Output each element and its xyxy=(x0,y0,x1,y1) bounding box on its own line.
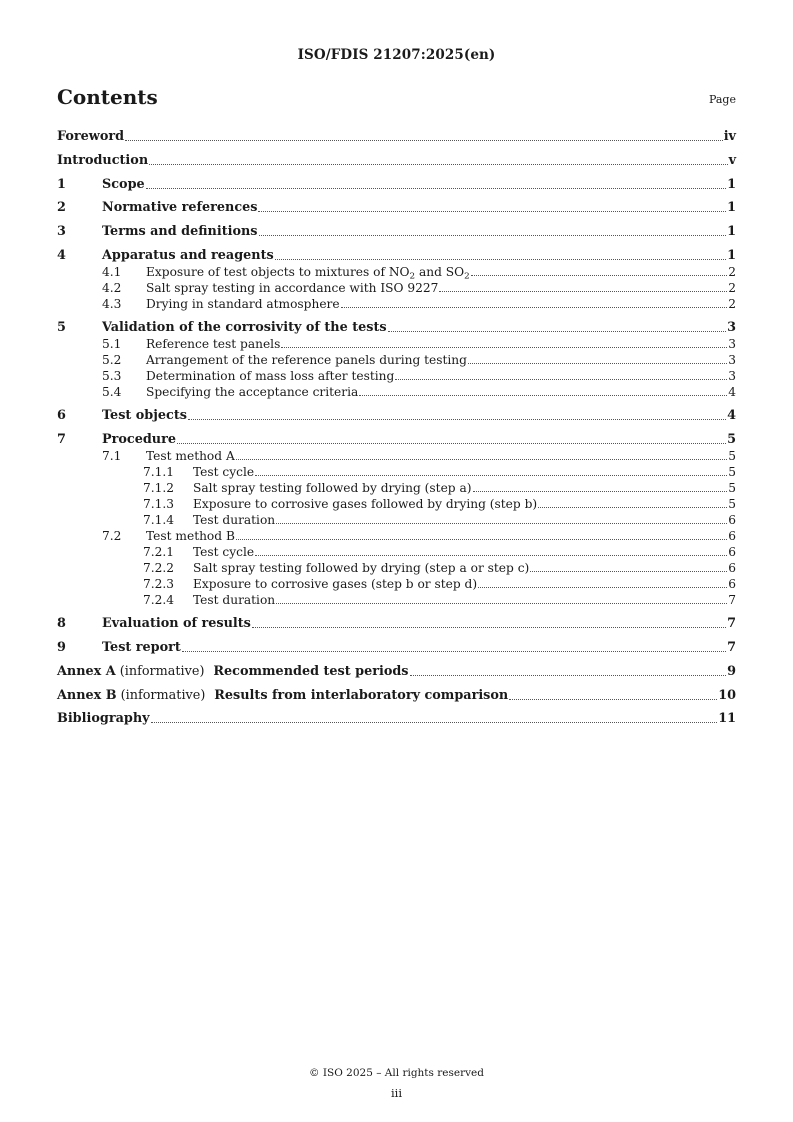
toc-entry-title: Test duration xyxy=(193,513,276,527)
dot-leader xyxy=(151,722,718,723)
toc-entry-title: Evaluation of results xyxy=(102,616,251,631)
toc-entry[interactable] xyxy=(57,408,736,424)
toc-entry-number: 7.1.4 xyxy=(143,513,175,527)
toc-entry-page: 5 xyxy=(728,481,736,495)
toc-entry-number: 8 xyxy=(57,616,66,631)
toc-entry[interactable] xyxy=(57,480,736,496)
dot-leader xyxy=(538,507,727,508)
toc-entry-number: 3 xyxy=(57,224,66,239)
toc-entry-number: 7.2.1 xyxy=(143,545,175,559)
toc-entry-title: Terms and definitions xyxy=(102,224,258,239)
toc-entry-page: 9 xyxy=(727,664,736,679)
toc-entry-page: 3 xyxy=(727,320,736,335)
dot-leader xyxy=(149,164,727,165)
toc-entry[interactable] xyxy=(57,528,736,544)
toc-entry[interactable] xyxy=(57,496,736,512)
dot-leader xyxy=(177,443,726,444)
toc-entry-number: 5.2 xyxy=(102,353,122,367)
toc-entry[interactable] xyxy=(57,576,736,592)
toc-entry-number: 7.2 xyxy=(102,529,122,543)
toc-entry[interactable] xyxy=(57,664,736,680)
toc-entry-title: Test method A xyxy=(146,449,235,463)
annex-title: Results from interlaboratory comparison xyxy=(214,688,509,703)
toc-entry-number: 7.1.3 xyxy=(143,497,175,511)
toc-entry[interactable] xyxy=(57,432,736,448)
toc-entry-title: Determination of mass loss after testing xyxy=(146,369,395,383)
dot-leader xyxy=(439,291,727,292)
toc-entry-title: Test duration xyxy=(193,593,276,607)
toc-entry[interactable] xyxy=(57,616,736,632)
toc-entry-number: 7.2.4 xyxy=(143,593,175,607)
toc-entry-title: Specifying the acceptance criteria xyxy=(146,385,359,399)
toc-entry[interactable] xyxy=(57,448,736,464)
toc-entry-page: 7 xyxy=(727,640,736,655)
toc-entry-title: Procedure xyxy=(102,432,176,447)
toc-entry-title: Foreword xyxy=(57,129,125,144)
toc-entry-number: 7.1.2 xyxy=(143,481,175,495)
toc-entry[interactable] xyxy=(57,368,736,384)
toc-entry[interactable] xyxy=(57,280,736,296)
toc-entry-title: Salt spray testing followed by drying (step a) xyxy=(193,481,472,495)
toc-entry-title: Drying in standard atmosphere xyxy=(146,297,340,311)
toc-entry-page: 7 xyxy=(727,616,736,631)
toc-entry-page: 5 xyxy=(728,449,736,463)
toc-entry-number: 7.1.1 xyxy=(143,465,175,479)
toc-entry-number: 4.1 xyxy=(102,265,122,279)
dot-leader xyxy=(473,491,728,492)
toc-entry-title: Arrangement of the reference panels during testing xyxy=(146,353,467,367)
dot-leader xyxy=(236,459,727,460)
dot-leader xyxy=(236,539,727,540)
toc-entry-number: 9 xyxy=(57,640,66,655)
dot-leader xyxy=(388,331,727,332)
toc-entry[interactable] xyxy=(57,688,736,704)
toc-entry-title: Apparatus and reagents xyxy=(102,248,274,263)
toc-entry[interactable] xyxy=(57,560,736,576)
toc-entry-page: 1 xyxy=(727,248,736,263)
toc-entry-page: 4 xyxy=(727,408,736,423)
toc-entry-title: Scope xyxy=(102,177,145,192)
toc-entry[interactable] xyxy=(57,200,736,216)
toc-entry-number: 5.1 xyxy=(102,337,122,351)
toc-entry-number: 5.3 xyxy=(102,369,122,383)
toc-entry-number: 1 xyxy=(57,177,66,192)
copyright-notice: © ISO 2025 – All rights reserved xyxy=(309,1067,484,1079)
toc-entry[interactable] xyxy=(57,264,736,280)
toc-entry-title: Test method B xyxy=(146,529,235,543)
toc-entry-page: 6 xyxy=(728,513,736,527)
toc-entry-number: 4.3 xyxy=(102,297,122,311)
toc-entry[interactable] xyxy=(57,336,736,352)
toc-entry-page: 7 xyxy=(728,593,736,607)
dot-leader xyxy=(275,259,726,260)
toc-entry-page: v xyxy=(728,153,736,168)
toc-entry-title: Test cycle xyxy=(193,545,255,559)
dot-leader xyxy=(468,363,727,364)
toc-entry-page: 3 xyxy=(728,369,736,383)
dot-leader xyxy=(188,419,726,420)
toc-entry-title: Validation of the corrosivity of the tests xyxy=(102,320,387,335)
annex-label: Annex B xyxy=(57,688,117,703)
toc-entry-number: 2 xyxy=(57,200,66,215)
dot-leader xyxy=(255,555,727,556)
toc-entry-page: 3 xyxy=(728,353,736,367)
dot-leader xyxy=(182,651,726,652)
toc-entry[interactable] xyxy=(57,464,736,480)
contents-title: Contents xyxy=(57,85,158,109)
toc-entry-page: iv xyxy=(723,129,736,144)
toc-entry-number: 6 xyxy=(57,408,66,423)
dot-leader xyxy=(125,140,723,141)
dot-leader xyxy=(530,571,727,572)
toc-entry-page: 5 xyxy=(727,432,736,447)
toc-entry-title xyxy=(57,688,508,704)
toc-entry[interactable] xyxy=(57,711,736,727)
toc-entry-page: 2 xyxy=(728,281,736,295)
toc-entry[interactable] xyxy=(57,248,736,264)
dot-leader xyxy=(410,675,727,676)
toc-entry[interactable] xyxy=(57,153,736,169)
dot-leader xyxy=(276,603,727,604)
toc-entry-title: Introduction xyxy=(57,153,149,168)
toc-entry[interactable] xyxy=(57,320,736,336)
dot-leader xyxy=(259,235,727,236)
toc-entry[interactable] xyxy=(57,296,736,312)
toc-entry-page: 5 xyxy=(728,497,736,511)
toc-entry-title: Test cycle xyxy=(193,465,255,479)
toc-entry-page: 1 xyxy=(727,200,736,215)
dot-leader xyxy=(341,307,728,308)
toc-entry-page: 2 xyxy=(728,265,736,279)
toc-entry[interactable] xyxy=(57,592,736,608)
toc-entry[interactable] xyxy=(57,384,736,400)
toc-entry-number: 5 xyxy=(57,320,66,335)
toc-entry-title: Bibliography xyxy=(57,711,150,726)
toc-entry-number: 7.2.3 xyxy=(143,577,175,591)
dot-leader xyxy=(146,188,726,189)
document-id: ISO/FDIS 21207:2025(en) xyxy=(297,47,496,63)
toc-entry-page: 1 xyxy=(727,224,736,239)
dot-leader xyxy=(276,523,727,524)
toc-entry-number: 7.1 xyxy=(102,449,122,463)
toc-entry-number: 5.4 xyxy=(102,385,122,399)
toc-entry-number: 7.2.2 xyxy=(143,561,175,575)
toc-entry-title xyxy=(57,664,409,680)
annex-informative: (informative) xyxy=(116,688,206,703)
toc-entry[interactable] xyxy=(57,352,736,368)
dot-leader xyxy=(478,587,727,588)
toc-entry-page: 6 xyxy=(728,561,736,575)
toc-entry-title: Salt spray testing in accordance with ISO 9227 xyxy=(146,281,439,295)
dot-leader xyxy=(281,347,727,348)
toc-entry[interactable] xyxy=(57,640,736,656)
annex-label: Annex A xyxy=(57,664,116,679)
toc-entry-page: 1 xyxy=(727,177,736,192)
dot-leader xyxy=(359,395,727,396)
toc-entry-title: Exposure of test objects to mixtures of $NO_2$ and $SO_2$ xyxy=(146,265,470,282)
dot-leader xyxy=(395,379,727,380)
dot-leader xyxy=(255,475,727,476)
annex-title: Recommended test periods xyxy=(213,664,409,679)
toc-entry-title: Exposure to corrosive gases (step b or step d) xyxy=(193,577,478,591)
toc-entry-title: Exposure to corrosive gases followed by drying (step b) xyxy=(193,497,538,511)
toc-entry-page: 11 xyxy=(718,711,736,726)
toc-entry-number: 7 xyxy=(57,432,66,447)
toc-entry-title: Test report xyxy=(102,640,181,655)
toc-entry-page: 6 xyxy=(728,529,736,543)
toc-entry-number: 4.2 xyxy=(102,281,122,295)
toc-entry[interactable] xyxy=(57,224,736,240)
toc-entry-number: 4 xyxy=(57,248,66,263)
toc-entry-page: 6 xyxy=(728,577,736,591)
toc-entry[interactable] xyxy=(57,177,736,193)
toc-entry-title: Normative references xyxy=(102,200,258,215)
page-number: iii xyxy=(390,1086,403,1100)
page-column-label: Page xyxy=(708,93,736,106)
toc-entry-page: 2 xyxy=(728,297,736,311)
dot-leader xyxy=(509,699,717,700)
annex-informative: (informative) xyxy=(115,664,205,679)
toc-entry-page: 3 xyxy=(728,337,736,351)
dot-leader xyxy=(258,211,726,212)
toc-entry-title: Salt spray testing followed by drying (step a or step c) xyxy=(193,561,530,575)
dot-leader xyxy=(471,275,728,276)
toc-entry[interactable] xyxy=(57,512,736,528)
dot-leader xyxy=(252,627,726,628)
toc-entry-page: 6 xyxy=(728,545,736,559)
toc-entry-page: 4 xyxy=(728,385,736,399)
toc-entry[interactable] xyxy=(57,129,736,145)
toc-entry[interactable] xyxy=(57,544,736,560)
toc-entry-title: Reference test panels xyxy=(146,337,281,351)
toc-entry-title: Test objects xyxy=(102,408,187,423)
toc-entry-page: 5 xyxy=(728,465,736,479)
toc-entry-page: 10 xyxy=(718,688,736,703)
